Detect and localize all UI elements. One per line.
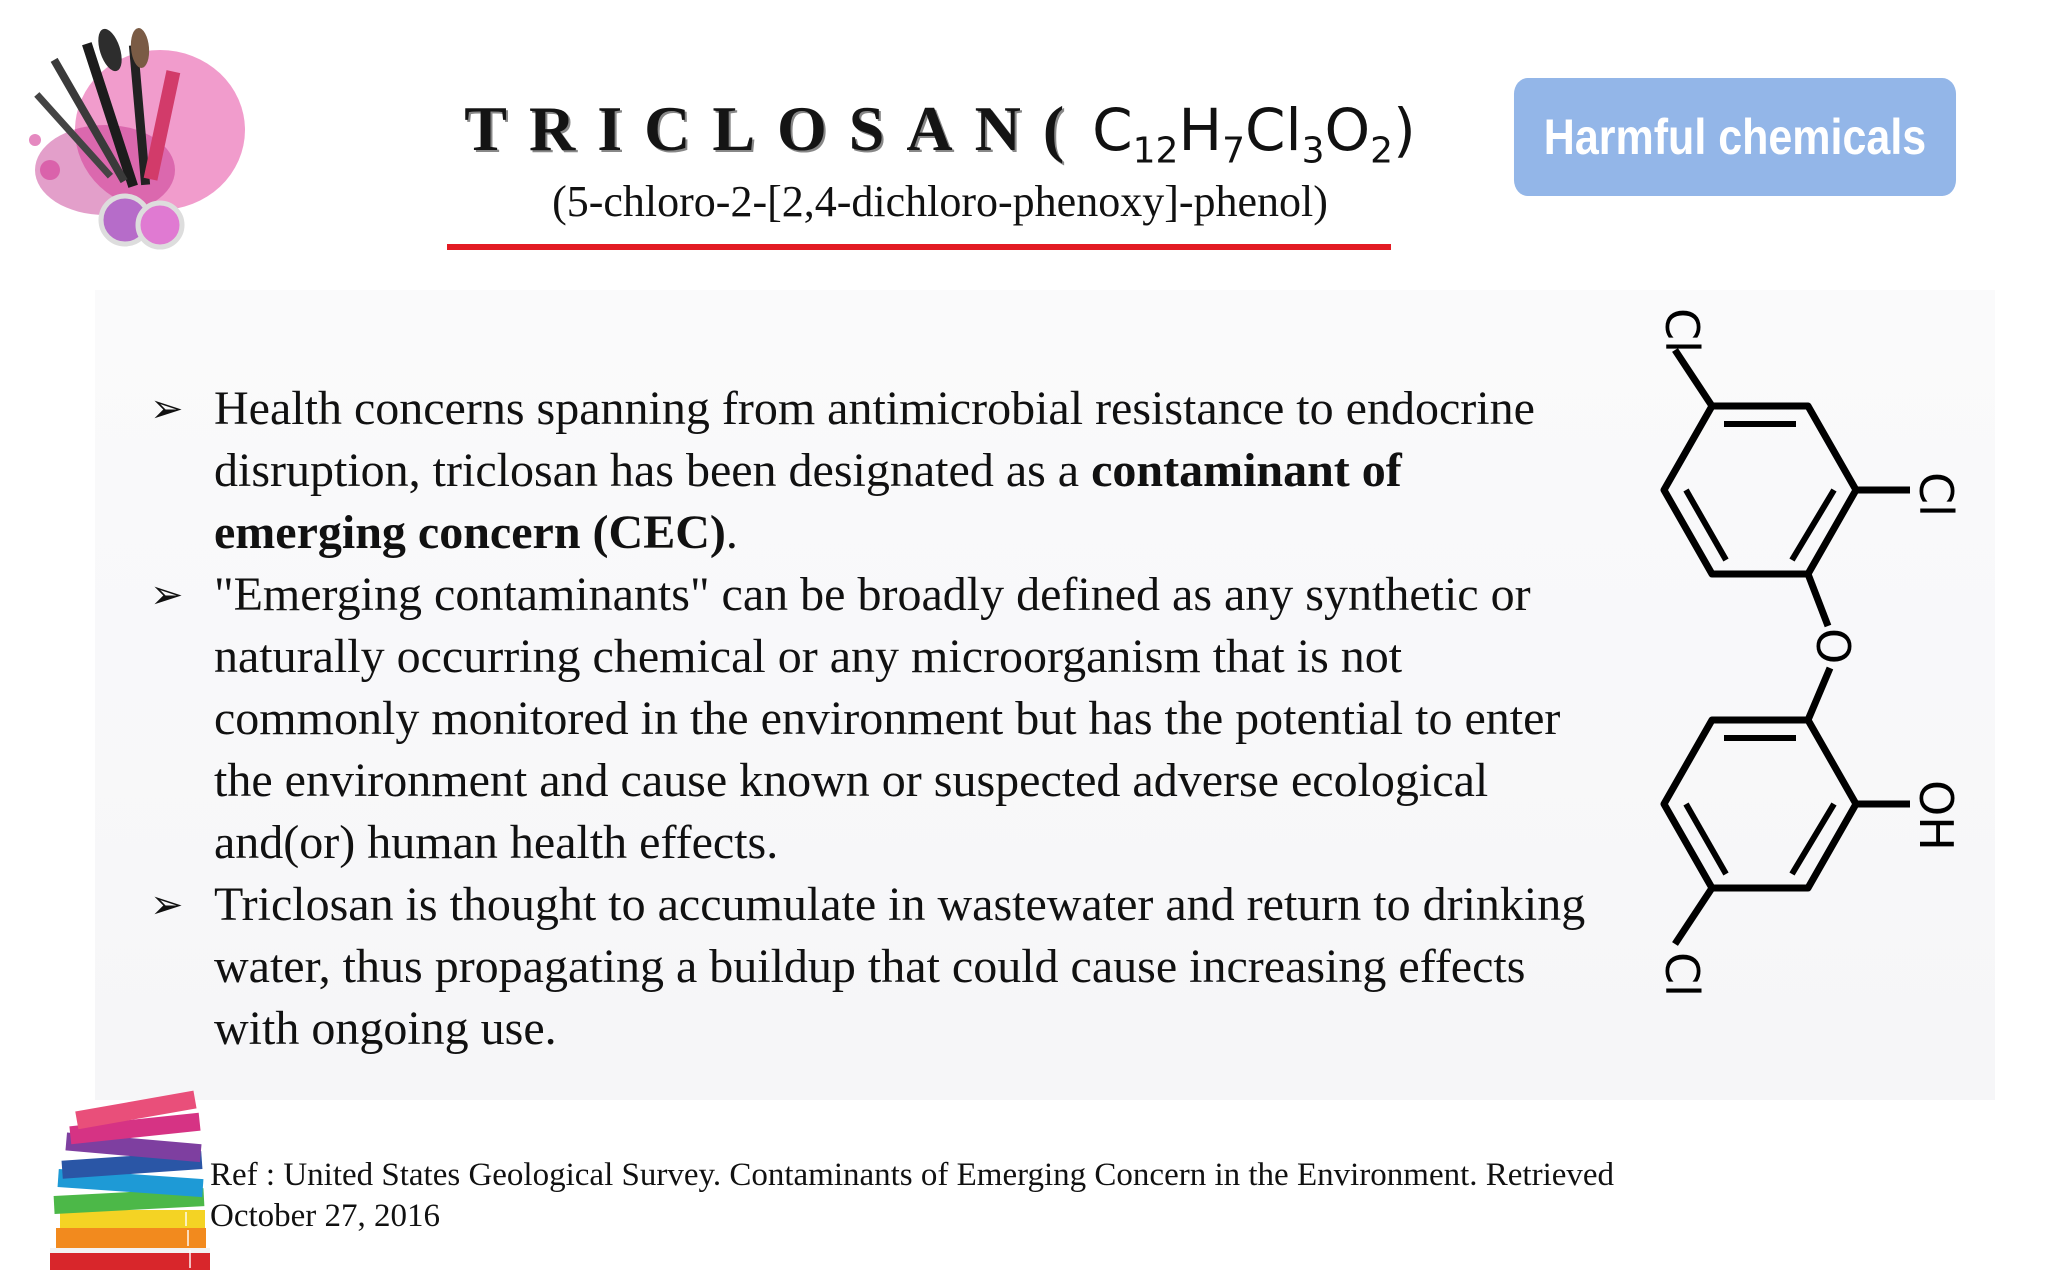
cl-label: Cl bbox=[1909, 472, 1963, 517]
bullet-arrow-icon: ➢ bbox=[150, 882, 184, 928]
title-underline bbox=[447, 244, 1391, 250]
title-block bbox=[440, 92, 1440, 227]
bullet-item: ➢ Triclosan is thought to accumulate in wastewater and return to drinking water, thus propagating a buildup that could cause increasing effects with ongoing use. bbox=[150, 874, 1590, 1060]
bullet-arrow-icon: ➢ bbox=[150, 386, 184, 432]
page-title bbox=[440, 92, 1440, 172]
cl-label: Cl bbox=[1655, 308, 1709, 353]
cec-term: contaminant of emerging concern (CEC) bbox=[214, 444, 1402, 559]
hydroxyl-label: OH bbox=[1909, 780, 1963, 851]
bullet-item: ➢ Health concerns spanning from antimicrobial resistance to endocrine disruption, triclosan has been designated as a contaminant of emerging concern (CEC). bbox=[150, 378, 1590, 564]
category-tag: Harmful chemicals bbox=[1514, 78, 1956, 196]
cl-label: Cl bbox=[1655, 952, 1709, 997]
bullet-item: ➢ "Emerging contaminants" can be broadly defined as any synthetic or naturally occurring chemical or any microorganism that is not commonly monitored in the environment but has the potential to enter the environment and cause known or suspected adverse ecological and(or) human health effects. bbox=[150, 564, 1590, 874]
iupac-subtitle: (5-chloro-2-[2,4-dichloro-phenoxy]-phenol) bbox=[552, 176, 1328, 226]
triclosan-structure-diagram bbox=[1620, 290, 1963, 1010]
book-stack-icon bbox=[40, 1078, 220, 1278]
reference-citation: Ref : United States Geological Survey. Contaminants of Emerging Concern in the Environment. Retrieved October 27, 2016 bbox=[210, 1157, 1615, 1234]
cosmetics-logo-icon bbox=[10, 20, 250, 250]
oxygen-label: O bbox=[1806, 628, 1860, 665]
chemical-formula: $C_{12}H_7Cl_3O_2$) bbox=[1092, 96, 1416, 172]
bullet-list bbox=[150, 378, 1590, 1060]
bullet-arrow-icon: ➢ bbox=[150, 572, 184, 618]
title-word: TRICLOSAN( bbox=[464, 93, 1087, 164]
